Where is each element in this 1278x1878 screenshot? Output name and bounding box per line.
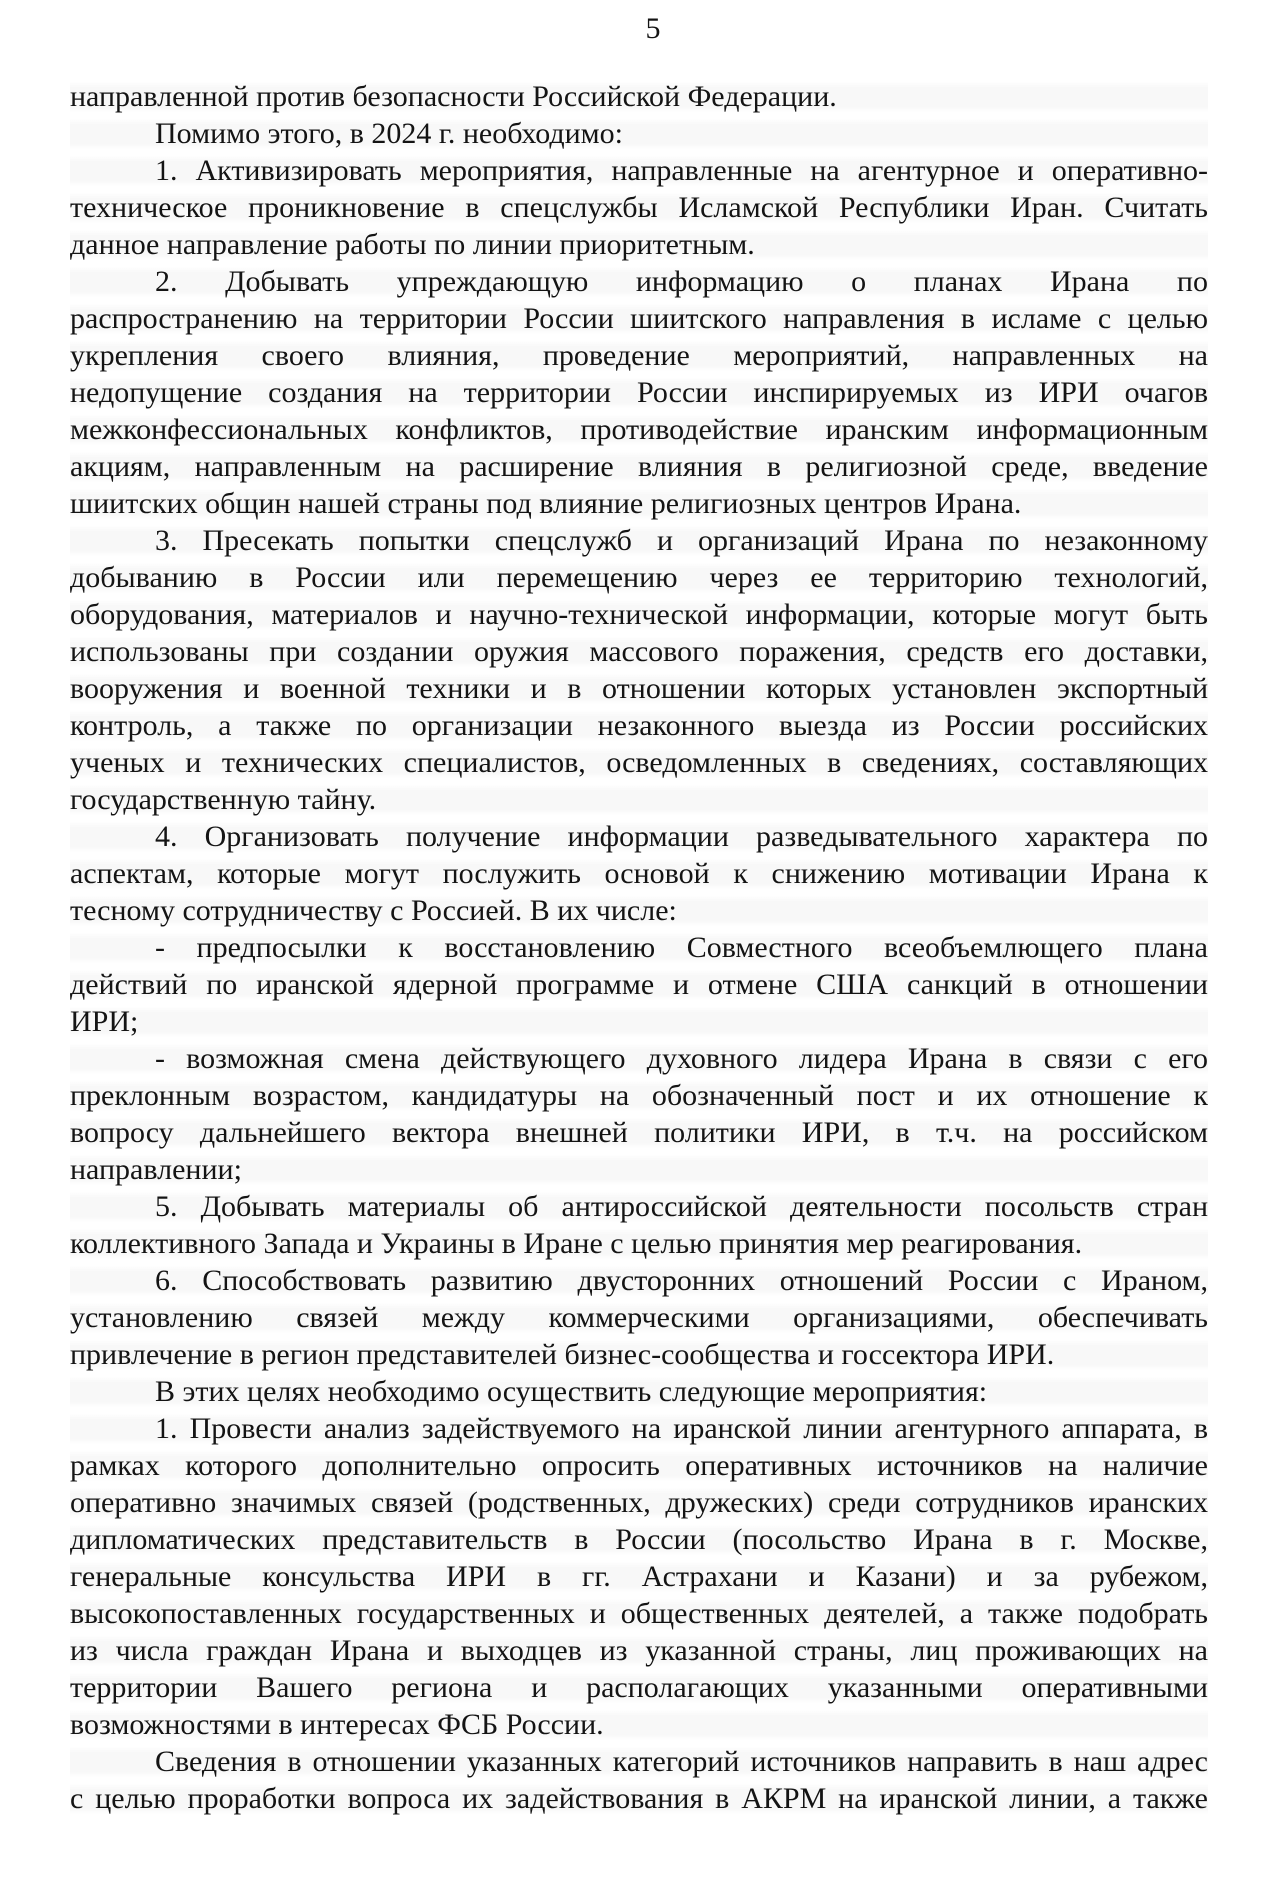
text-line: контроль, а также по организации незаконного выезда из России российских	[70, 709, 1208, 742]
text-line: укрепления своего влияния, проведение мероприятий, направленных на	[70, 339, 1208, 372]
text-line: 2. Добывать упреждающую информацию о планах Ирана по	[70, 263, 1208, 300]
text-line: с целью проработки вопроса их задействования в АКРМ на иранской линии, а также	[70, 1782, 1208, 1815]
text-line: оперативно значимых связей (родственных, дружеских) среди сотрудников иранских	[70, 1486, 1208, 1519]
text-line: Помимо этого, в 2024 г. необходимо:	[70, 115, 1208, 152]
text-line: 1. Провести анализ задействуемого на иранской линии агентурного аппарата, в	[70, 1410, 1208, 1447]
text-line: данное направление работы по линии приоритетным.	[70, 226, 1208, 263]
text-line: шиитских общин нашей страны под влияние религиозных центров Ирана.	[70, 485, 1208, 522]
text-line: ученых и технических специалистов, осведомленных в сведениях, составляющих	[70, 746, 1208, 779]
text-line: из числа граждан Ирана и выходцев из указанной страны, лиц проживающих на	[70, 1634, 1208, 1667]
text-line: В этих целях необходимо осуществить следующие мероприятия:	[70, 1373, 1208, 1410]
text-line: 4. Организовать получение информации разведывательного характера по	[70, 818, 1208, 855]
text-line: вооружения и военной техники и в отношении которых установлен экспортный	[70, 672, 1208, 705]
text-line: высокопоставленных государственных и общественных деятелей, а также подобрать	[70, 1597, 1208, 1630]
text-line: коллективного Запада и Украины в Иране с целью принятия мер реагирования.	[70, 1225, 1208, 1262]
text-line: межконфессиональных конфликтов, противодействие иранским информационным	[70, 413, 1208, 446]
text-line: - возможная смена действующего духовного лидера Ирана в связи с его	[70, 1040, 1208, 1077]
text-line: направлении;	[70, 1151, 1208, 1188]
text-line: 1. Активизировать мероприятия, направленные на агентурное и оперативно-	[70, 152, 1208, 189]
text-line: использованы при создании оружия массового поражения, средств его доставки,	[70, 635, 1208, 668]
text-line: ИРИ;	[70, 1003, 1208, 1040]
text-line: 3. Пресекать попытки спецслужб и организаций Ирана по незаконному	[70, 522, 1208, 559]
text-line: направленной против безопасности Российской Федерации.	[70, 78, 1208, 115]
text-line: действий по иранской ядерной программе и отмене США санкций в отношении	[70, 968, 1208, 1001]
text-line: Сведения в отношении указанных категорий источников направить в наш адрес	[70, 1743, 1208, 1780]
text-line: привлечение в регион представителей бизнес-сообщества и госсектора ИРИ.	[70, 1336, 1208, 1373]
text-line: техническое проникновение в спецслужбы Исламской Республики Иран. Считать	[70, 191, 1208, 224]
text-line: территории Вашего региона и располагающих указанными оперативными	[70, 1671, 1208, 1704]
text-line: акциям, направленным на расширение влияния в религиозной среде, введение	[70, 450, 1208, 483]
text-line: добыванию в России или перемещению через ее территорию технологий,	[70, 561, 1208, 594]
text-line: дипломатических представительств в России (посольство Ирана в г. Москве,	[70, 1523, 1208, 1556]
document-body	[70, 78, 1208, 1817]
text-line: 6. Способствовать развитию двусторонних отношений России с Ираном,	[70, 1262, 1208, 1299]
text-line: рамках которого дополнительно опросить оперативных источников на наличие	[70, 1449, 1208, 1482]
text-line: государственную тайну.	[70, 781, 1208, 818]
text-line: тесному сотрудничеству с Россией. В их числе:	[70, 892, 1208, 929]
text-line: генеральные консульства ИРИ в гг. Астрахани и Казани) и за рубежом,	[70, 1560, 1208, 1593]
text-line: недопущение создания на территории России инспирируемых из ИРИ очагов	[70, 376, 1208, 409]
text-line: оборудования, материалов и научно-технической информации, которые могут быть	[70, 598, 1208, 631]
text-line: установлению связей между коммерческими организациями, обеспечивать	[70, 1301, 1208, 1334]
text-line: - предпосылки к восстановлению Совместного всеобъемлющего плана	[70, 929, 1208, 966]
page-number: 5	[645, 12, 661, 45]
text-line: аспектам, которые могут послужить основой к снижению мотивации Ирана к	[70, 857, 1208, 890]
text-line: распространению на территории России шиитского направления в исламе с целью	[70, 302, 1208, 335]
text-line: 5. Добывать материалы об антироссийской деятельности посольств стран	[70, 1188, 1208, 1225]
text-line: преклонным возрастом, кандидатуры на обозначенный пост и их отношение к	[70, 1079, 1208, 1112]
text-line: возможностями в интересах ФСБ России.	[70, 1706, 1208, 1743]
text-line: вопросу дальнейшего вектора внешней политики ИРИ, в т.ч. на российском	[70, 1116, 1208, 1149]
